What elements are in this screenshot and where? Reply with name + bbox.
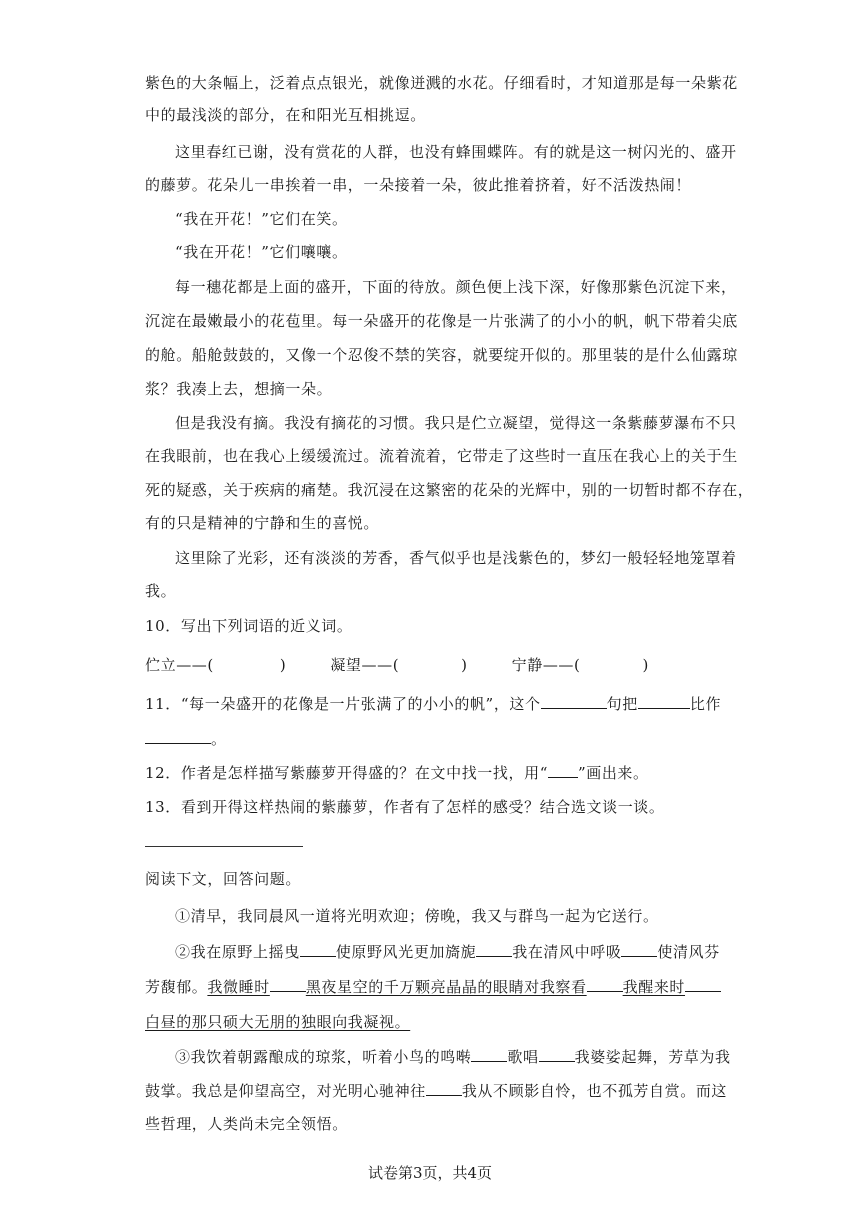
passage-line: 但是我没有摘。我没有摘花的习惯。我只是伫立凝望，觉得这一条紫藤萝瀑布不只 [175,414,737,432]
passage-line: 浆？我凑上去，想摘一朵。 [145,380,333,398]
passage-line: “我在开花！”它们嚷嚷。 [175,243,348,261]
passage-line: 这里春红已谢，没有赏花的人群，也没有蜂围蝶阵。有的就是这一树闪光的、盛开 [175,143,737,161]
q11-text-2: 句把 [606,695,638,713]
passage-line: 每一穗花都是上面的盛开，下面的待放。颜色便上浅下深，好像那紫色沉淀下来， [175,278,737,296]
passage-line: 有的只是精神的宁静和生的喜悦。 [145,514,380,532]
p3-text: 我婆娑起舞，芳草为我 [574,1048,731,1066]
p3-text: ③我饮着朝露酿成的琼浆，听着小鸟的鸣啭 [175,1048,472,1066]
section2-paragraph-3-end: 些哲理，人类尚未完全领悟。 [145,1115,348,1133]
p2-blank[interactable] [476,942,512,957]
passage-line: 中的最浅淡的部分，在和阳光互相挑逗。 [145,106,426,124]
p3-blank[interactable] [471,1047,507,1062]
q11-blank-1[interactable] [541,694,607,709]
p2-text: 使清风芬 [657,943,720,961]
q10-word-3: 宁静——( [511,656,581,674]
question-12 [145,762,649,783]
passage-line: 这里除了光彩，还有淡淡的芳香，香气似乎也是浅紫色的，梦幻一般轻轻地笼罩着 [175,549,737,567]
q10-word-2: 凝望——( [330,656,400,674]
section2-paragraph-2 [175,941,720,962]
q12-text-2: ”画出来。 [577,764,649,782]
p2-text: 使原野风光更加旖旎 [335,943,477,961]
p2-underlined-text: 黑夜星空的千万颗亮晶晶的眼睛对我察看 [305,978,587,996]
p3-blank[interactable] [426,1081,462,1096]
passage-line: 的藤萝。花朵儿一串挨着一串，一朵接着一朵，彼此推着挤着，好不活泼热闹！ [145,176,692,194]
p2-text: ②我在原野上摇曳 [175,943,300,961]
section-intro: 阅读下文，回答问题。 [145,870,302,888]
question-11 [145,693,721,714]
q12-text-1: 12．作者是怎样描写紫藤萝开得盛的？在文中找一找，用“ [145,764,548,782]
q11-text-1: 11．“每一朵盛开的花像是一片张满了的小小的帆”，这个 [145,695,541,713]
section2-paragraph-3-cont [145,1080,727,1101]
q11-text-4: 。 [211,730,227,748]
p2-underlined-text: 我微睡时 [207,978,270,996]
q10-paren-close: ) [642,656,649,674]
q10-paren-close: ) [461,656,468,674]
question-10-title: 10．写出下列词语的近义词。 [145,617,353,635]
passage-line: 在我眼前，也在我心上缓缓流过。流着流着，它带走了这些时一直压在我心上的关于生 [145,447,738,465]
question-10-items [145,654,649,675]
q10-paren-close: ) [279,656,287,674]
q10-word-1: 伫立——( [145,656,214,674]
question-11-cont [145,728,227,749]
p2-text: 我在清风中呼吸 [512,943,622,961]
p2-blank[interactable] [270,977,306,992]
p3-text: 歌唱 [507,1048,539,1066]
q11-blank-3[interactable] [145,729,211,744]
passage-line: 紫色的大条幅上，泛着点点银光，就像迸溅的水花。仔细看时，才知道那是每一朵紫花 [145,74,738,92]
section2-paragraph-1: ①清早，我同晨风一道将光明欢迎；傍晚，我又与群鸟一起为它送行。 [175,907,659,925]
p2-text: 芳馥郁。 [145,978,208,996]
p2-underlined-text: 我醒来时 [622,978,686,996]
p2-blank[interactable] [300,942,336,957]
p3-blank[interactable] [539,1047,575,1062]
passage-line: “我在开花！”它们在笑。 [175,210,348,228]
passage-line: 死的疑惑，关于疾病的痛楚。我沉浸在这繁密的花朵的光辉中，别的一切暂时都不存在， [145,481,754,499]
p2-blank[interactable] [685,977,721,992]
section2-paragraph-2-end [145,1011,410,1032]
passage-line: 沉淀在最嫩最小的花苞里。每一朵盛开的花像是一片张满了的小小的帆，帆下带着尖底 [145,312,738,330]
section2-paragraph-3 [175,1046,731,1067]
question-13: 13．看到开得这样热闹的紫藤萝，作者有了怎样的感受？结合选文谈一谈。 [145,798,665,816]
p2-blank[interactable] [621,942,657,957]
q11-blank-2[interactable] [638,694,690,709]
answer-line[interactable] [145,846,303,847]
passage-line: 的舱。船舱鼓鼓的，又像一个忍俊不禁的笑容，就要绽开似的。那里装的是什么仙露琼 [145,346,738,364]
q12-underline-sample [548,763,578,778]
page-footer: 试卷第3页，共4页 [367,1164,493,1182]
p3-text: 我从不顾影自怜，也不孤芳自赏。而这 [461,1082,728,1100]
p2-underlined-text: 白昼的那只硕大无朋的独眼向我凝视。 [145,1013,411,1031]
q11-text-3: 比作 [689,695,722,713]
section2-paragraph-2-cont [145,976,721,997]
passage-line: 我。 [145,582,177,600]
p3-text: 鼓掌。我总是仰望高空，对光明心驰神往 [145,1082,426,1100]
p2-blank[interactable] [587,977,623,992]
